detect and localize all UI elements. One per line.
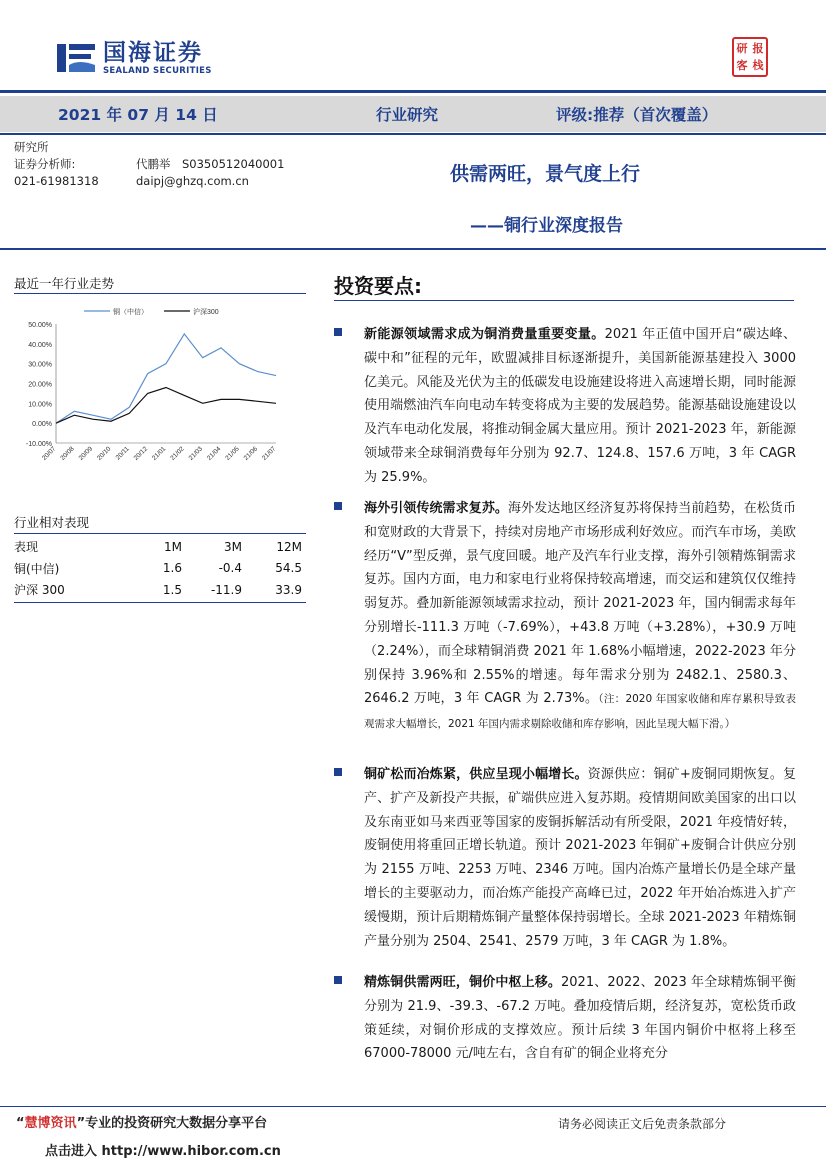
footer-disclaimer: 请务必阅读正文后免责条款部分 — [558, 1117, 727, 1131]
perf-title: 行业相对表现 — [14, 515, 90, 530]
perf-bottom-divider — [14, 602, 306, 603]
x-tick-label: 20/10 — [95, 445, 113, 462]
perf-cell: 铜(中信) — [14, 561, 60, 576]
point-paragraph — [364, 497, 796, 737]
point-section — [334, 763, 796, 953]
top-divider — [0, 90, 826, 93]
point-section — [334, 971, 796, 1066]
perf-row — [14, 579, 306, 601]
company-logo — [55, 40, 212, 76]
x-tick-label: 21/06 — [242, 445, 260, 462]
point-lead: 海外引领传统需求复苏。 — [364, 501, 509, 516]
y-tick-label: 10.00% — [28, 401, 52, 409]
point-section — [334, 497, 796, 737]
footer-slogan: ”专业的投资研究大数据分享平台 — [76, 1116, 268, 1131]
point-body: 2021 年正值中国开启“碳达峰、碳中和”征程的元年，欧盟减排目标逐渐提升，美国新能源基建投入 3000 亿美元。风能及光伏为主的低碳发电设施建设将进入高速增长期，同时能源使用端燃油汽车向电动车转变将成为主要的发展趋势。能源基础设施建设以及汽车电动化发展，将推动铜金属大量应用。预计 2021-2023 年，新能源领域带来全球铜消费每年分别为 92.7、124.8、157.6 万吨，3 年 CAGR 为 25.9%。 — [364, 327, 796, 485]
point-lead: 精炼铜供需两旺，铜价中枢上移。 — [364, 975, 561, 990]
y-tick-label: 0.00% — [32, 421, 52, 429]
point-paragraph — [364, 763, 796, 953]
analyst-info — [14, 139, 284, 190]
y-tick-label: -10.00% — [25, 441, 52, 448]
x-tick-label: 20/12 — [132, 445, 150, 462]
perf-cell: 沪深 300 — [14, 583, 65, 598]
heading-divider — [334, 300, 794, 301]
point-paragraph — [364, 323, 796, 490]
sealand-logo-icon — [55, 41, 97, 75]
report-info-band — [0, 96, 826, 132]
trend-chart-svg — [14, 300, 304, 470]
x-tick-label: 20/08 — [59, 445, 76, 462]
perf-header-cell: 3M — [224, 539, 242, 554]
legend-label: 铜（中信） — [113, 309, 148, 316]
x-tick-label: 20/11 — [114, 445, 131, 462]
research-stamp — [732, 37, 768, 77]
report-title: 供需两旺，景气度上行 — [450, 163, 641, 185]
y-tick-label: 20.00% — [28, 381, 52, 389]
y-tick-label: 50.00% — [28, 322, 52, 329]
x-tick-label: 21/03 — [187, 445, 205, 462]
point-body: 海外发达地区经济复苏将保持当前趋势，在松货币和宽财政的大背景下，持续对房地产市场形成利好效应。而汽车市场，美欧经历“V”型反弹，景气度回暖。地产及汽车行业支撑，海外引领精炼铜需求复苏。国内方面，电力和家电行业将保持较高增速，而交运和建筑仅仅维持弱复苏。叠加新能源领域需求拉动，预计 2021-2023 年，国内铜需求每年分别增长-111.3 万吨（-7.69%），+43.8 万吨（+3.28%），+30.9 万吨（2.24%），而全球精铜消费 2021 年 1.68%小幅增速，2022-2023 年分别保持 3.96%和 2.55%的增速。每年需求分别为 2482.1、2580.3、2646.2 万吨，3 年 CAGR 为 2.73%。 — [364, 501, 796, 707]
bullet-icon — [334, 976, 342, 984]
perf-cell: -0.4 — [218, 561, 242, 576]
trend-divider — [14, 293, 306, 294]
point-body: 资源供应：铜矿+废铜同期恢复。复产、扩产及新投产共振，矿端供应进入复苏期。疫情期间欧美国家的出口以及东南亚如马来西亚等国家的废铜拆解活动有所受限，2021 年疫情好转，废铜使用将重回正增长轨道。预计 2021-2023 年铜矿+废铜合计供应分别为 2155 万吨、2253 万吨、2346 万吨。国内冶炼产量增长仍是全球产量增长的主要驱动力，而冶炼产能投产高峰已过，2022 年开始冶炼进入扩产缓慢期，预计后期精炼铜产量整体保持弱增长。全球 2021-2023 年精炼铜产量分别为 2504、2541、2579 万吨，3 年 CAGR 为 1.8%。 — [364, 767, 796, 949]
report-rating: 评级:推荐（首次覆盖） — [556, 106, 718, 124]
stamp-char: 研 — [736, 42, 748, 55]
perf-cell: 54.5 — [275, 561, 302, 576]
analyst-role: 证券分析师: — [14, 157, 76, 171]
analyst-cert: S0350512040001 — [182, 157, 285, 171]
x-tick-label: 21/05 — [224, 445, 241, 462]
footer-divider — [0, 1106, 826, 1107]
perf-cell: 1.5 — [162, 582, 182, 597]
stamp-char: 栈 — [752, 59, 764, 72]
perf-header-cell: 1M — [164, 539, 182, 554]
x-tick-label: 21/01 — [150, 445, 168, 462]
logo-english-name: SEALAND SECURITIES — [103, 66, 212, 76]
report-type: 行业研究 — [376, 106, 439, 124]
perf-cell: 1.6 — [162, 561, 182, 576]
perf-row — [14, 558, 306, 580]
perf-cell: 33.9 — [275, 582, 302, 597]
perf-divider — [14, 533, 306, 534]
stamp-char: 报 — [752, 42, 764, 55]
band-divider — [0, 133, 826, 135]
analyst-email[interactable]: daipj@ghzq.com.cn — [136, 174, 249, 188]
point-note: （注：2020 年国家收储和库存累积导致表观需求大幅增长，2021 年国内需求剔除收储和库存影响，因此呈现大幅下滑。） — [364, 693, 796, 731]
footer-quote-open: “ — [16, 1116, 25, 1131]
x-tick-label: 20/09 — [77, 445, 95, 462]
x-tick-label: 21/02 — [169, 445, 186, 462]
point-lead: 新能源领域需求成为铜消费量重要变量。 — [364, 327, 605, 342]
footer-link[interactable]: 点击进入 http://www.hibor.com.cn — [45, 1144, 281, 1159]
research-dept: 研究所 — [14, 140, 49, 154]
perf-table — [14, 536, 306, 601]
report-date: 2021 年 07 月 14 日 — [58, 106, 218, 124]
series-line — [56, 388, 276, 424]
perf-header-cell: 12M — [276, 539, 302, 554]
point-section — [334, 323, 796, 490]
footer-promo — [16, 1112, 267, 1131]
footer-brand: 慧博资讯 — [24, 1116, 77, 1131]
investment-heading: 投资要点: — [334, 274, 422, 298]
bullet-icon — [334, 502, 342, 510]
point-paragraph — [364, 971, 796, 1066]
stamp-char: 客 — [736, 59, 748, 72]
x-tick-label: 21/04 — [205, 445, 223, 462]
y-tick-label: 30.00% — [28, 361, 52, 369]
x-tick-label: 20/07 — [40, 445, 58, 462]
logo-chinese-name: 国海证券 — [103, 40, 203, 66]
bullet-icon — [334, 768, 342, 776]
perf-cell: -11.9 — [210, 582, 242, 597]
x-tick-label: 21/07 — [260, 445, 278, 462]
legend-label: 沪深300 — [193, 309, 219, 316]
point-body: 2021、2022、2023 年全球精炼铜平衡分别为 21.9、-39.3、-67.2 万吨。叠加疫情后期，经济复苏，宽松货币政策延续，对铜价形成的支撑效应。预计后续 3 年国内铜价中枢将上移至 67000-78000 元/吨左右，含自有矿的铜企业将充分 — [364, 975, 796, 1062]
trend-chart — [14, 300, 304, 470]
trend-title: 最近一年行业走势 — [14, 276, 115, 291]
bullet-icon — [334, 328, 342, 336]
series-line — [56, 334, 276, 423]
title-divider — [0, 248, 826, 250]
point-lead: 铜矿松而冶炼紧，供应呈现小幅增长。 — [364, 767, 588, 782]
analyst-phone: 021-61981318 — [14, 174, 99, 188]
report-subtitle: ——铜行业深度报告 — [470, 216, 623, 236]
perf-header-cell: 表现 — [14, 540, 39, 555]
analyst-name: 代鹏举 — [136, 157, 171, 171]
perf-header-row — [14, 536, 306, 558]
y-tick-label: 40.00% — [28, 341, 52, 349]
